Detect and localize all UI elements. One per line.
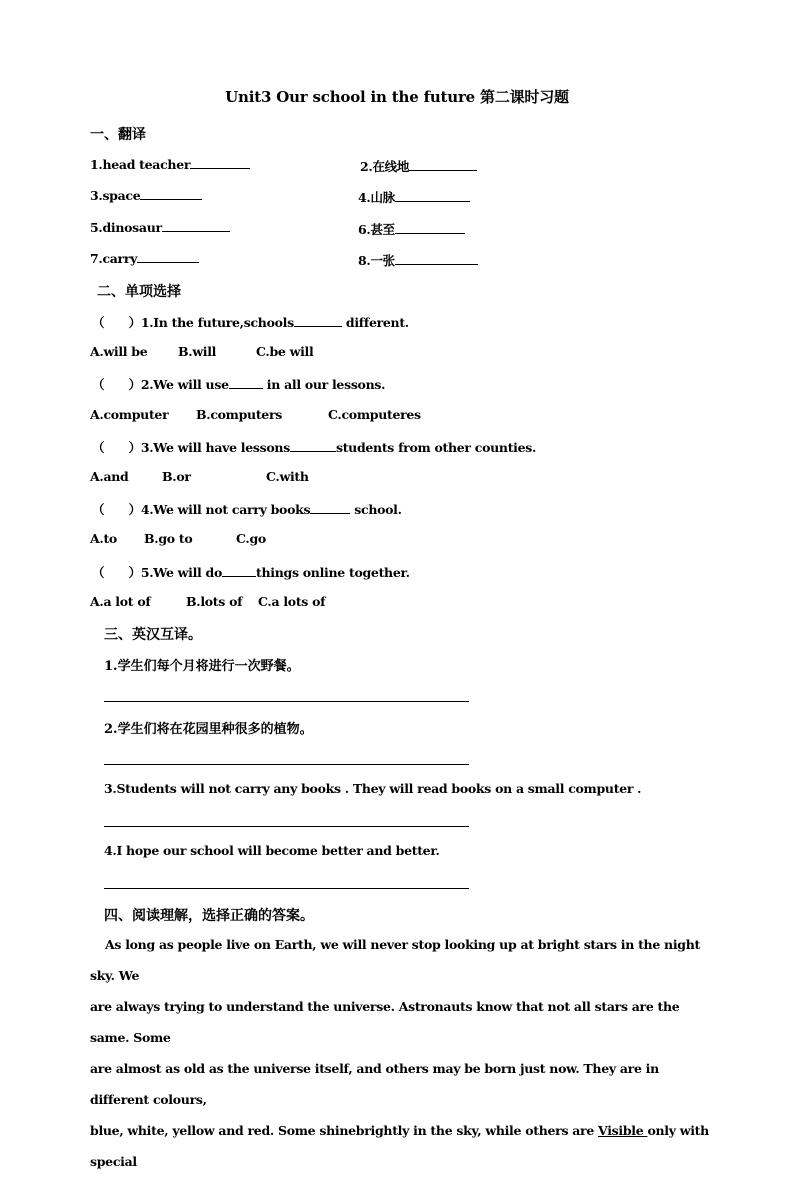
- answer-blank[interactable]: [310, 503, 350, 514]
- translation-sentence-4: 4.I hope our school will become better and better.: [104, 843, 440, 858]
- translate-item-1: 1.head teacher: [90, 157, 250, 172]
- passage-line: are almost as old as the universe itself, and others may be born just now. They are in different colours,: [90, 1061, 659, 1107]
- answer-blank[interactable]: [395, 254, 478, 265]
- answer-blank[interactable]: [395, 191, 470, 202]
- answer-blank[interactable]: [294, 316, 342, 327]
- answer-blank[interactable]: [162, 221, 230, 232]
- passage-line: blue, white, yellow and red. Some shinebrightly in the sky, while others are Visible only with special: [90, 1123, 709, 1169]
- answer-blank[interactable]: [409, 160, 477, 171]
- translate-item-3: 3.space: [90, 188, 202, 203]
- translate-item-4: 4.山脉: [358, 188, 470, 206]
- mc-question-5: （ ）5.We will do things online together.: [92, 565, 410, 580]
- translation-sentence-2: 2.学生们将在花园里种很多的植物。: [104, 722, 313, 737]
- section-3-heading: 三、英汉互译。: [104, 627, 202, 643]
- translation-sentence-1: 1.学生们每个月将进行一次野餐。: [104, 659, 300, 674]
- answer-blank[interactable]: [395, 223, 465, 234]
- answer-blank[interactable]: [229, 378, 263, 389]
- answer-line[interactable]: [104, 888, 469, 889]
- translate-item-7: 7.carry: [90, 251, 199, 266]
- answer-blank[interactable]: [137, 252, 199, 263]
- section-2-heading: 二、单项选择: [97, 284, 181, 300]
- passage-line: are always trying to understand the universe. Astronauts know that not all stars are the same. Some: [90, 999, 680, 1045]
- page-title: Unit3 Our school in the future 第二课时习题: [225, 88, 569, 106]
- mc-options-4: A.to B.go to C.go: [90, 531, 266, 546]
- answer-blank[interactable]: [140, 189, 202, 200]
- section-1-heading: 一、翻译: [90, 127, 146, 143]
- answer-blank[interactable]: [222, 566, 256, 577]
- mc-options-1: A.will be B.will C.be will: [90, 344, 314, 359]
- answer-blank[interactable]: [290, 441, 336, 452]
- translate-item-6: 6.甚至: [358, 220, 465, 238]
- answer-line[interactable]: [104, 701, 469, 702]
- mc-options-5: A.a lot of B.lots of C.a lots of: [90, 594, 326, 609]
- section-4-heading: 四、阅读理解，选择正确的答案。: [104, 908, 314, 924]
- translate-item-2: 2.在线地: [360, 157, 477, 175]
- mc-question-2: （ ）2.We will use in all our lessons.: [92, 377, 386, 392]
- translate-item-8: 8.一张: [358, 251, 478, 269]
- translation-sentence-3: 3.Students will not carry any books . They will read books on a small computer .: [104, 781, 642, 796]
- underlined-word: Visible: [598, 1123, 648, 1138]
- mc-question-3: （ ）3.We will have lessons students from other counties.: [92, 440, 537, 455]
- mc-question-4: （ ）4.We will not carry books school.: [92, 502, 402, 517]
- answer-line[interactable]: [104, 764, 469, 765]
- translate-item-5: 5.dinosaur: [90, 220, 230, 235]
- passage-line: As long as people live on Earth, we will never stop looking up at bright stars in the night sky. We: [90, 937, 700, 983]
- mc-options-3: A.and B.or C.with: [90, 469, 309, 484]
- mc-options-2: A.computer B.computers C.computeres: [90, 407, 421, 422]
- answer-blank[interactable]: [190, 158, 250, 169]
- mc-question-1: （ ）1.In the future,schools different.: [92, 315, 409, 330]
- reading-passage: [90, 929, 710, 1177]
- answer-line[interactable]: [104, 826, 469, 827]
